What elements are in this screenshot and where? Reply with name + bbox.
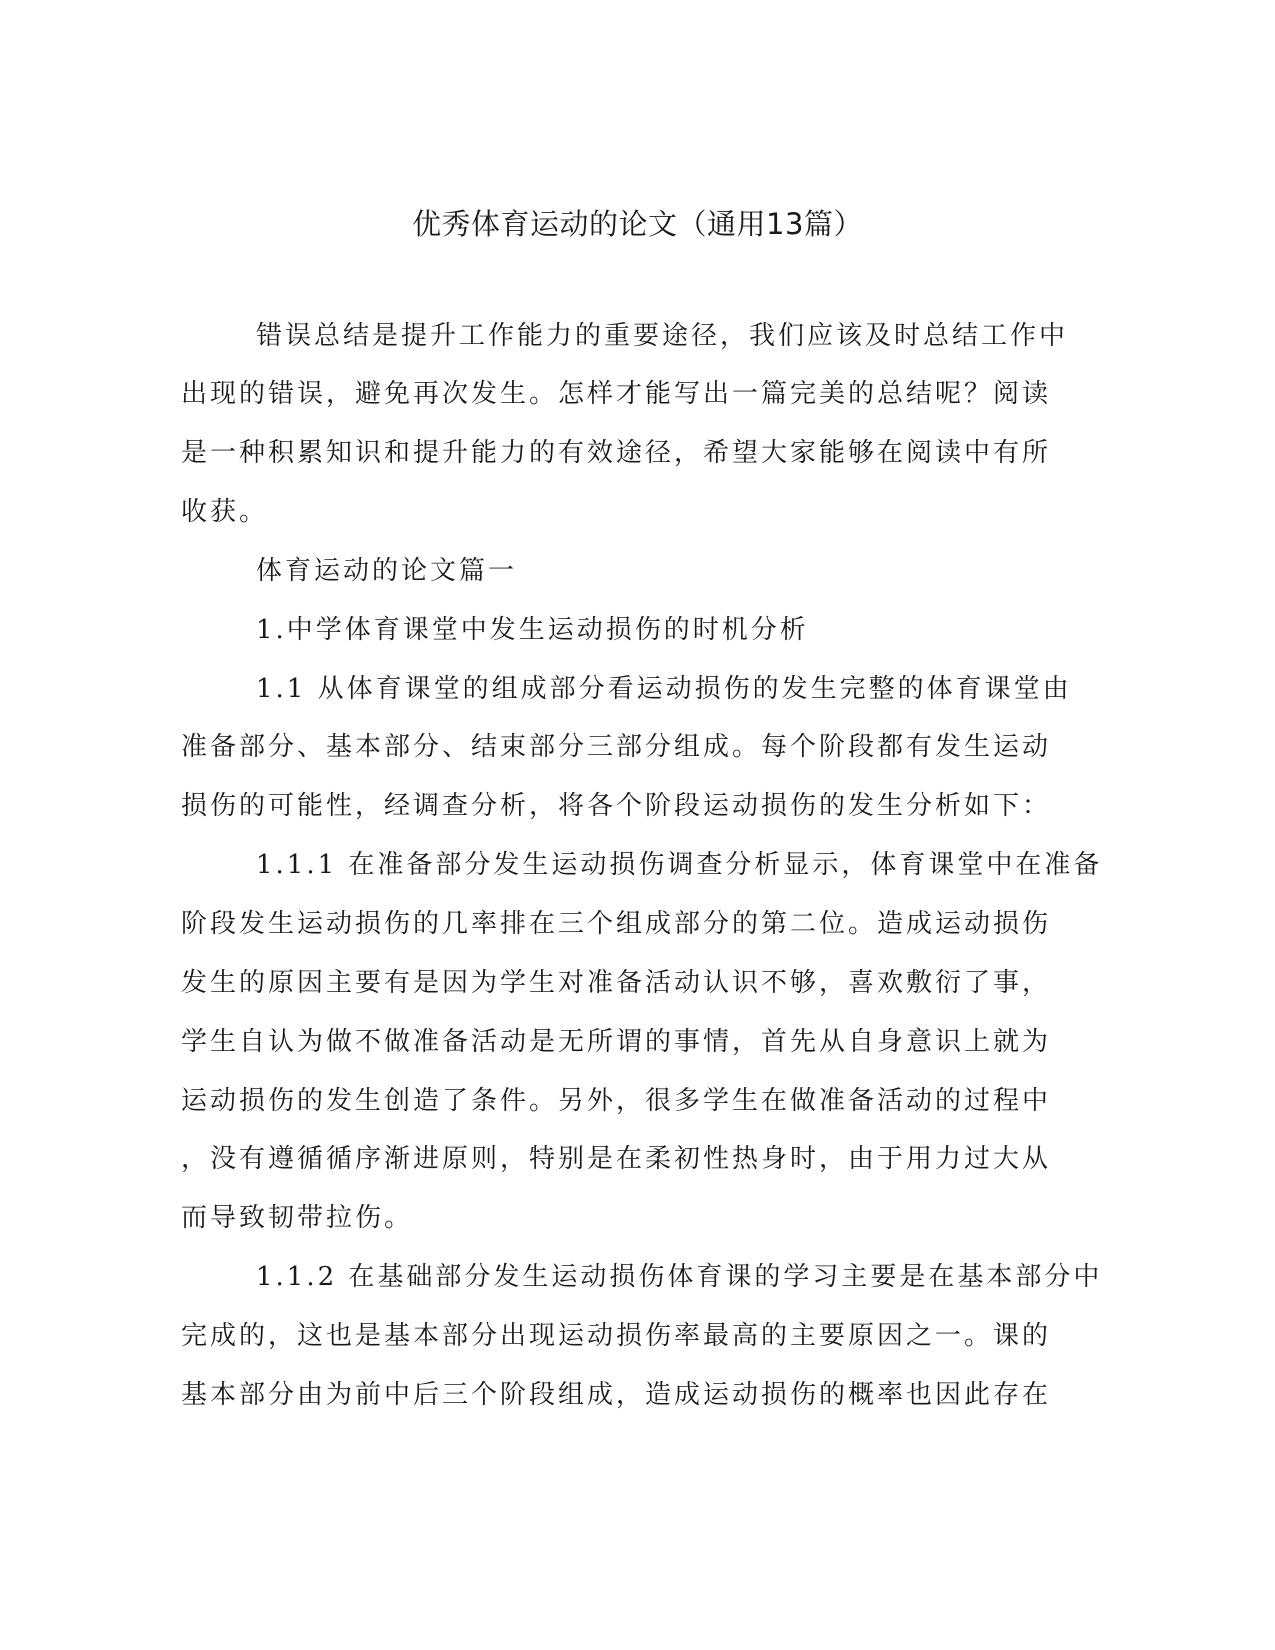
- paragraph-line: 损伤的可能性，经调查分析，将各个阶段运动损伤的发生分析如下：: [181, 791, 1052, 821]
- paragraph-line: 发生的原因主要有是因为学生对准备活动认识不够，喜欢敷衍了事，: [181, 968, 1052, 998]
- paragraph-line: 而导致韧带拉伤。: [181, 1203, 414, 1233]
- paragraph-line: 阶段发生运动损伤的几率排在三个组成部分的第二位。造成运动损伤: [181, 909, 1052, 939]
- paragraph-line: 1.1.1 在准备部分发生运动损伤调查分析显示，体育课堂中在准备: [256, 850, 1103, 880]
- paragraph-line: 错误总结是提升工作能力的重要途径，我们应该及时总结工作中: [256, 321, 1069, 351]
- paragraph-line: 基本部分由为前中后三个阶段组成，造成运动损伤的概率也因此存在: [181, 1380, 1052, 1410]
- paragraph-line: ，没有遵循循序渐进原则，特别是在柔初性热身时，由于用力过大从: [181, 1144, 1052, 1174]
- paragraph-line: 1.1.2 在基础部分发生运动损伤体育课的学习主要是在基本部分中: [256, 1262, 1103, 1292]
- section-heading: 体育运动的论文篇一: [256, 556, 518, 586]
- paragraph-line: 完成的，这也是基本部分出现运动损伤率最高的主要原因之一。课的: [181, 1321, 1052, 1351]
- paragraph-line: 出现的错误，避免再次发生。怎样才能写出一篇完美的总结呢？阅读: [181, 379, 1052, 409]
- subsection-heading: 1.中学体育课堂中发生运动损伤的时机分析: [256, 615, 809, 645]
- paragraph-line: 是一种积累知识和提升能力的有效途径，希望大家能够在阅读中有所: [181, 438, 1052, 468]
- paragraph-line: 学生自认为做不做准备活动是无所谓的事情，首先从自身意识上就为: [181, 1027, 1052, 1057]
- paragraph-line: 收获。: [181, 497, 269, 527]
- page-title: 优秀体育运动的论文（通用13篇）: [412, 207, 863, 241]
- paragraph-line: 准备部分、基本部分、结束部分三部分组成。每个阶段都有发生运动: [181, 732, 1052, 762]
- paragraph-line: 运动损伤的发生创造了条件。另外，很多学生在做准备活动的过程中: [181, 1086, 1052, 1116]
- paragraph-line: 1.1 从体育课堂的组成部分看运动损伤的发生完整的体育课堂由: [256, 674, 1072, 704]
